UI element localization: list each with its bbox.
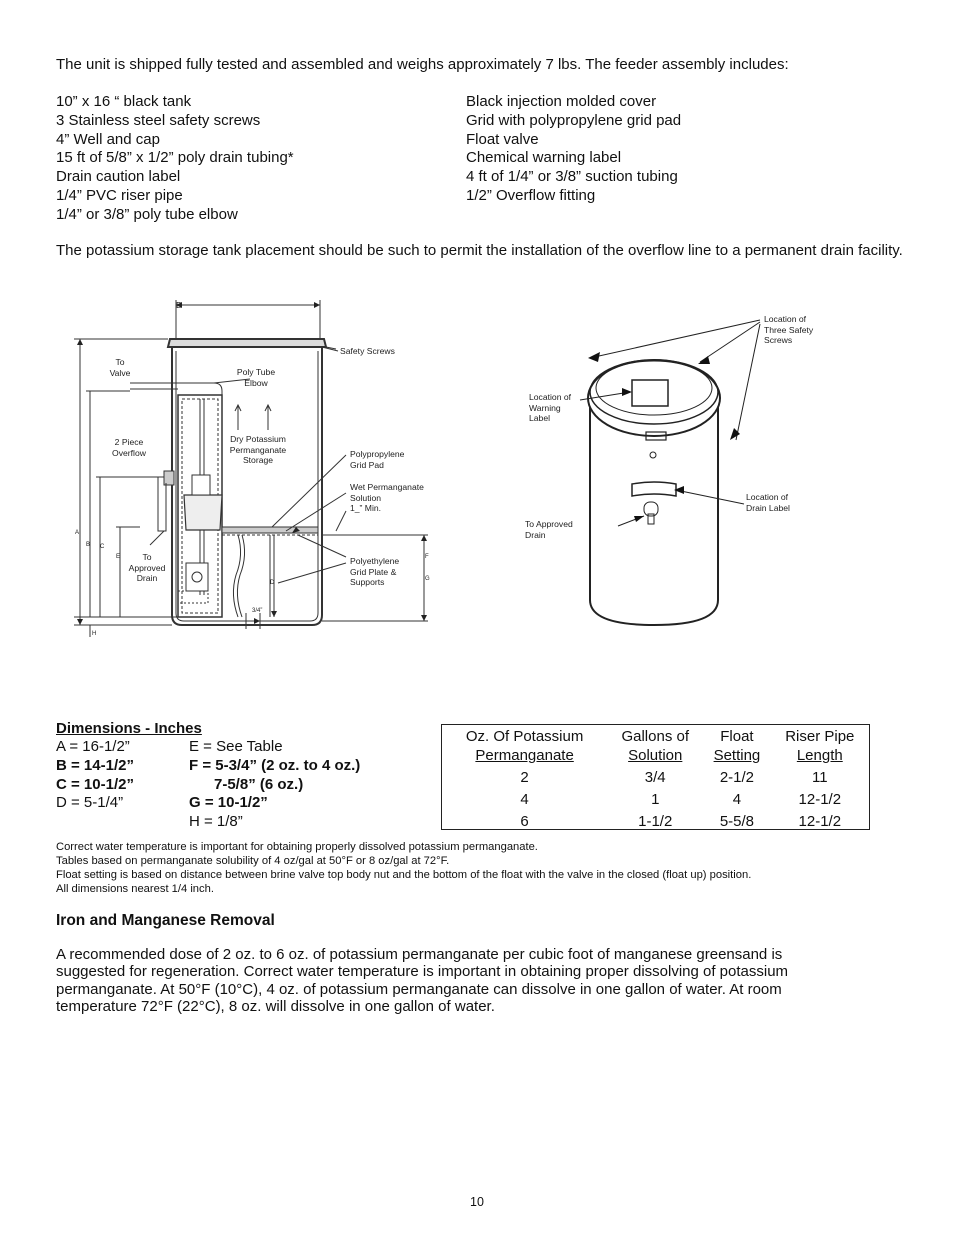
section-body: A recommended dose of 2 oz. to 6 oz. of potassium permanganate per cubic foot of manganese greensand is suggested for regeneration. Correct water temperature is important in obtaining proper dissolving of potassium permanganate. At 50°F (10°C), 4 oz. of potassium permanganate can dissolve in one gallon of water. At room temperature 72°F (22°C), 8 oz. will dissolve in one gallon of water.	[56, 946, 789, 1015]
dim-f: F = 5-3/4” (2 oz. to 4 oz.)	[189, 757, 361, 774]
dim-f-alt: 7-5/8” (6 oz.)	[214, 776, 304, 793]
dim-g-letter: G	[425, 576, 430, 582]
label-dry-storage: Dry Potassium Permanganate Storage	[229, 434, 287, 465]
table-header: Oz. Of Potassium Permanganate	[465, 728, 584, 764]
note-line: Float setting is based on distance between brine valve top body nut and the bottom of the float with the valve in the closed (float up) position.	[56, 869, 752, 881]
table-row	[442, 788, 869, 810]
table-header: Float Setting	[713, 728, 761, 764]
table-notes	[56, 840, 916, 896]
list-item: 1/4” or 3/8” poly tube elbow	[56, 205, 238, 223]
label-wet-solution: Wet Permanganate Solution 1_” Min.	[350, 482, 424, 513]
dim-a: A = 16-1/2”	[56, 738, 130, 755]
list-item: 1/4” PVC riser pipe	[56, 186, 183, 204]
list-item: Chemical warning label	[466, 149, 622, 167]
list-item: 4 ft of 1/4” or 3/8” suction tubing	[466, 168, 678, 186]
dim-h: H = 1/8”	[189, 813, 243, 830]
dim-d: D = 5-1/4”	[56, 794, 124, 811]
list-item: 1/2” Overflow fitting	[466, 186, 596, 204]
section-title: Iron and Manganese Removal	[56, 912, 275, 929]
table-cell: 12-1/2	[798, 790, 842, 808]
label-to-approved-drain: To Approved Drain	[128, 552, 166, 583]
label-grid-pad: Polypropylene Grid Pad	[350, 449, 405, 470]
dim-g: G = 10-1/2”	[189, 794, 268, 811]
table-header: Riser Pipe Length	[785, 728, 855, 764]
dim-c: C = 10-1/2”	[56, 776, 134, 793]
table-cell: 2-1/2	[719, 768, 755, 786]
list-item: 3 Stainless steel safety screws	[56, 111, 261, 129]
page-number: 10	[470, 1195, 484, 1209]
tank-exterior-diagram	[520, 300, 820, 650]
list-item: 15 ft of 5/8” x 1/2” poly drain tubing*	[56, 149, 294, 167]
label-drain-label-location: Location of Drain Label	[746, 492, 790, 513]
dim-e: E = See Table	[189, 738, 283, 755]
list-item: 10” x 16 “ black tank	[56, 93, 192, 110]
label-safety-screws: Safety Screws	[340, 346, 395, 356]
dim-a-letter: A	[75, 530, 80, 536]
dimensions-heading: Dimensions - Inches	[56, 720, 202, 737]
parts-list-right	[466, 93, 681, 206]
table-cell: 1	[651, 790, 660, 808]
dim-b-side-letter: B	[86, 542, 91, 548]
list-item: Drain caution label	[56, 168, 181, 186]
list-item: Float valve	[466, 130, 539, 148]
label-2-piece-overflow: 2 Piece Overflow	[112, 437, 146, 458]
label-grid-plate: Polyethylene Grid Plate & Supports	[350, 556, 400, 587]
dim-b: B = 14-1/2”	[56, 757, 134, 774]
parts-list-left	[56, 93, 294, 225]
label-poly-tube-elbow: Poly Tube Elbow	[236, 367, 276, 388]
table-cell: 5-5/8	[719, 812, 755, 830]
dim-e-letter: E	[116, 554, 121, 560]
dim-h-letter: H	[92, 631, 97, 637]
table-cell: 6	[520, 812, 529, 830]
dim-3-4-label: 3/4”	[252, 608, 263, 614]
table-cell: 4	[520, 790, 529, 808]
table-cell: 2	[520, 768, 529, 786]
table-cell: 3/4	[644, 768, 666, 786]
label-to-valve: To Valve	[109, 357, 131, 378]
float-setting-table	[441, 724, 870, 830]
table-row	[442, 810, 869, 832]
note-line: All dimensions nearest 1/4 inch.	[56, 883, 214, 895]
label-safety-screws-location: Location of Three Safety Screws	[764, 314, 814, 345]
table-row	[442, 766, 869, 788]
label-warning-location: Location of Warning Label	[529, 392, 572, 423]
intro-paragraph: The unit is shipped fully tested and assembled and weighs approximately 7 lbs. The feeder assembly includes:	[56, 56, 789, 73]
dim-d-letter: D	[270, 580, 275, 586]
dim-c-letter: C	[100, 544, 105, 550]
table-cell: 11	[812, 768, 828, 786]
table-cell: 12-1/2	[798, 812, 842, 830]
table-cell: 4	[732, 790, 742, 808]
list-item: Grid with polypropylene grid pad	[466, 111, 682, 129]
label-to-approved-drain-right: To Approved Drain	[525, 519, 573, 540]
table-header: Gallons of Solution	[621, 728, 689, 764]
table-cell: 1-1/2	[638, 812, 673, 830]
list-item: 4” Well and cap	[56, 130, 160, 148]
note-line: Correct water temperature is important for obtaining properly dissolved potassium permanganate.	[56, 841, 538, 853]
dim-f-letter: F	[425, 554, 429, 560]
dim-b-letter: B	[176, 300, 182, 310]
list-item: Black injection molded cover	[466, 93, 657, 110]
placement-paragraph: The potassium storage tank placement should be such to permit the installation of the overflow line to a permanent drain facility.	[56, 242, 903, 259]
note-line: Tables based on permanganate solubility of 4 oz/gal at 50°F or 8 oz/gal at 72°F.	[56, 855, 450, 867]
